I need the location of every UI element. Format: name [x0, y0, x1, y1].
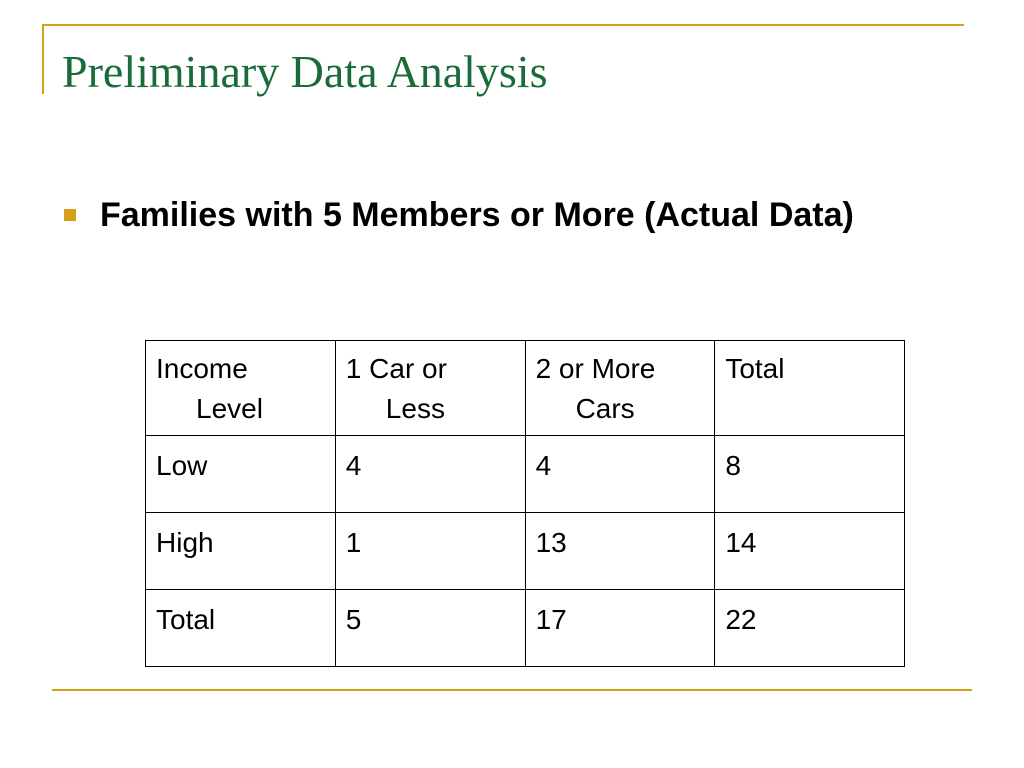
table-cell: 1	[335, 513, 525, 590]
table-cell: 13	[525, 513, 715, 590]
header-line-1: 2 or More	[535, 353, 656, 384]
table-header-cell	[146, 341, 336, 436]
square-bullet-icon	[64, 209, 76, 221]
table-cell: 8	[715, 436, 905, 513]
table-cell: High	[146, 513, 336, 590]
table-cell: Total	[146, 590, 336, 667]
table-cell: 22	[715, 590, 905, 667]
bottom-accent-line	[52, 689, 972, 691]
bullet-text: Families with 5 Members or More (Actual Data)	[100, 196, 854, 234]
table-cell: 4	[525, 436, 715, 513]
table-header-cell	[335, 341, 525, 436]
slide-title: Preliminary Data Analysis	[62, 46, 548, 97]
header-line-2: Less	[385, 393, 445, 424]
table-row	[146, 590, 905, 667]
table-header-cell	[715, 341, 905, 436]
table-cell: 17	[525, 590, 715, 667]
header-line-1: Total	[725, 353, 785, 384]
header-line-1: 1 Car or	[345, 353, 447, 384]
header-line-2: Level	[196, 393, 263, 424]
table-cell: 14	[715, 513, 905, 590]
table-cell: 4	[335, 436, 525, 513]
table-row	[146, 436, 905, 513]
data-table	[145, 340, 905, 667]
table-cell: 5	[335, 590, 525, 667]
header-line-2: Cars	[575, 393, 635, 424]
left-accent-line	[42, 24, 44, 94]
table-header-cell	[525, 341, 715, 436]
top-accent-line	[42, 24, 964, 26]
table-row	[146, 513, 905, 590]
table-cell: Low	[146, 436, 336, 513]
table-header-row	[146, 341, 905, 436]
header-line-1: Income	[156, 353, 248, 384]
